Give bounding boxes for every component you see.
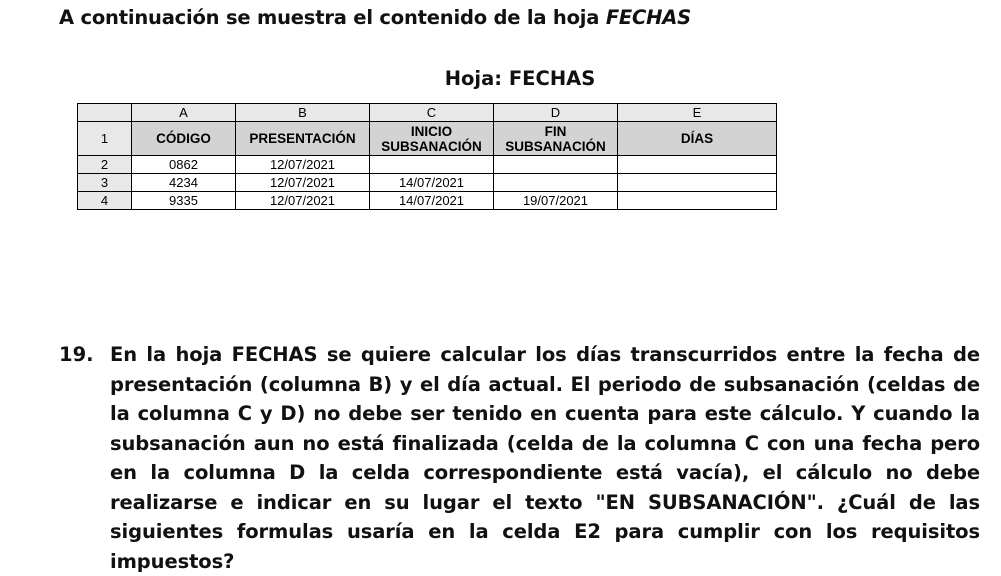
question-text: En la hoja FECHAS se quiere calcular los días transcurridos entre la fecha de presentación (columna B) y el día actual. El periodo de subsanación (celdas de la columna C y D) no debe ser tenido en cuenta para este cálculo. Y cuando la subsanación aun no está finalizada (celda de la columna C con una fecha pero en la columna D la celda correspondiente está vacía), el cálculo no debe realizarse e indicar en su lugar el texto "EN SUBSANACIÓN". ¿Cuál de las siguientes formulas usaría en la celda E2 para cumplir con los requisitos impuestos? bbox=[110, 343, 980, 573]
cell-b2: 12/07/2021 bbox=[236, 156, 370, 174]
header-fin-label-2: SUBSANACIÓN bbox=[505, 138, 606, 154]
column-letter-e: E bbox=[618, 104, 777, 122]
header-presentacion-label: PRESENTACIÓN bbox=[249, 131, 356, 146]
header-codigo-label: CÓDIGO bbox=[156, 131, 211, 146]
header-fin-subsanacion bbox=[494, 122, 618, 156]
cell-c2 bbox=[370, 156, 494, 174]
column-letter-row bbox=[78, 104, 777, 122]
cell-c4: 14/07/2021 bbox=[370, 192, 494, 210]
cell-d4: 19/07/2021 bbox=[494, 192, 618, 210]
column-letter-b: B bbox=[236, 104, 370, 122]
intro-text bbox=[59, 6, 691, 29]
header-inicio-label: INICIO bbox=[410, 123, 453, 139]
table-row bbox=[78, 156, 777, 174]
cell-b3: 12/07/2021 bbox=[236, 174, 370, 192]
row-number: 4 bbox=[78, 192, 132, 210]
question-number: 19. bbox=[59, 343, 94, 366]
header-dias bbox=[618, 122, 777, 156]
cell-e4 bbox=[618, 192, 777, 210]
cell-b4: 12/07/2021 bbox=[236, 192, 370, 210]
header-dias-label: DÍAS bbox=[680, 131, 714, 146]
cell-e2 bbox=[618, 156, 777, 174]
cell-e3 bbox=[618, 174, 777, 192]
column-letter-d: D bbox=[494, 104, 618, 122]
cell-d2 bbox=[494, 156, 618, 174]
spreadsheet-table bbox=[77, 103, 777, 210]
sheet-title: Hoja: FECHAS bbox=[444, 67, 596, 90]
table-row bbox=[78, 174, 777, 192]
intro-prefix: A continuación se muestra el contenido de la hoja bbox=[59, 6, 606, 29]
header-row bbox=[78, 122, 777, 156]
table-row bbox=[78, 192, 777, 210]
header-inicio-label-2: SUBSANACIÓN bbox=[381, 138, 482, 154]
row-number: 3 bbox=[78, 174, 132, 192]
header-presentacion bbox=[236, 122, 370, 156]
header-inicio-subsanacion bbox=[370, 122, 494, 156]
cell-a4: 9335 bbox=[132, 192, 236, 210]
row-number: 2 bbox=[78, 156, 132, 174]
cell-c3: 14/07/2021 bbox=[370, 174, 494, 192]
column-letter-c: C bbox=[370, 104, 494, 122]
corner-cell bbox=[78, 104, 132, 122]
intro-sheet-name: FECHAS bbox=[605, 6, 692, 29]
cell-d3 bbox=[494, 174, 618, 192]
column-letter-a: A bbox=[132, 104, 236, 122]
cell-a3: 4234 bbox=[132, 174, 236, 192]
question-19 bbox=[59, 340, 980, 576]
header-fin-label: FIN bbox=[544, 123, 567, 139]
header-codigo bbox=[132, 122, 236, 156]
cell-a2: 0862 bbox=[132, 156, 236, 174]
row-number: 1 bbox=[78, 122, 132, 156]
